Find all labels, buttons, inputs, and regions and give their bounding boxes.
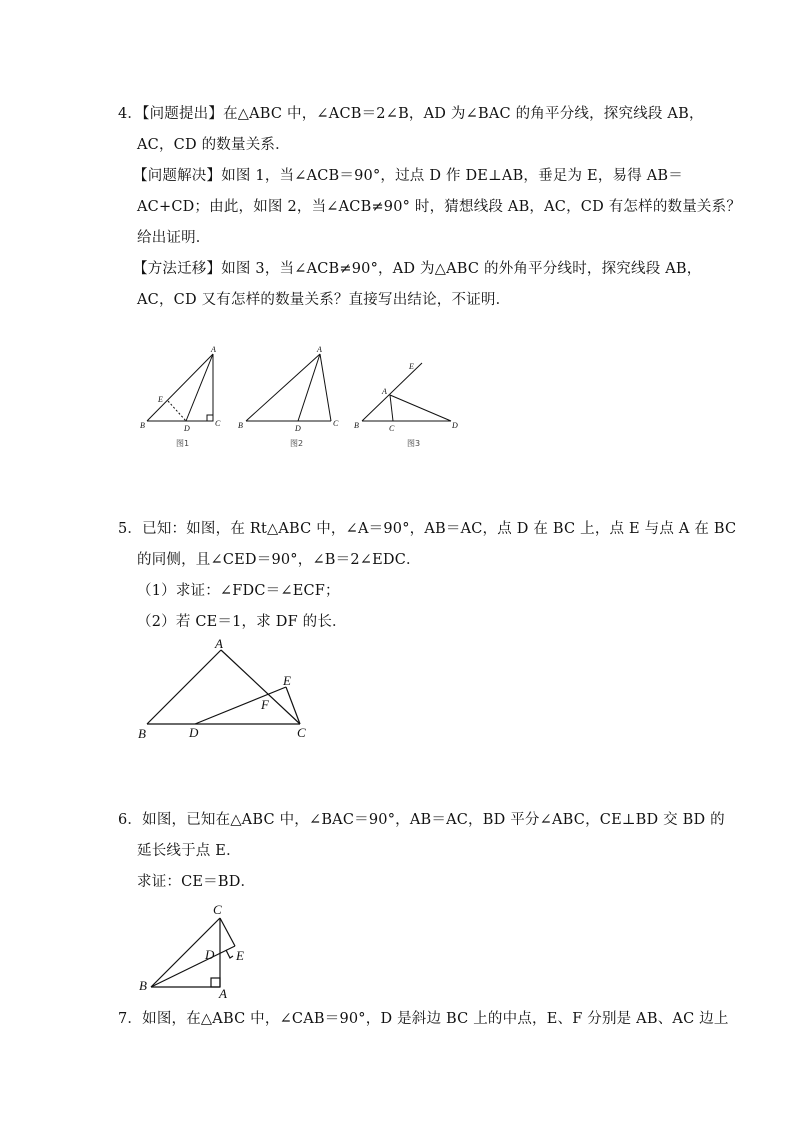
q4-line-7: AC，CD 又有怎样的数量关系？直接写出结论，不证明．	[137, 292, 511, 308]
q4-figure-3	[362, 363, 451, 421]
q4-line-2: AC，CD 的数量关系．	[137, 137, 290, 153]
q4-line-1: 4．【问题提出】在△ABC 中，∠ACB＝2∠B，AD 为∠BAC 的角平分线，探究线段 AB，	[118, 106, 704, 122]
q5-figure	[147, 650, 300, 724]
q6-line-1: 6．如图，已知在△ABC 中，∠BAC＝90°，AB＝AC，BD 平分∠ABC，CE⊥BD 交 BD 的	[118, 812, 725, 828]
q6-line-2: 延长线于点 E．	[137, 843, 241, 859]
q4-line-5: 给出证明．	[137, 230, 211, 246]
q5-line-4: （2）若 CE＝1，求 DF 的长．	[137, 614, 347, 630]
q5-line-2: 的同侧，且∠CED＝90°，∠B＝2∠EDC．	[137, 552, 421, 568]
q6-label-b: B	[139, 978, 147, 993]
q5-line-1: 5．已知：如图，在 Rt△ABC 中，∠A＝90°，AB＝AC，点 D 在 BC 上，点 E 与点 A 在 BC	[118, 521, 737, 537]
q4-line-6: 【方法迁移】如图 3，当∠ACB≠90°，AD 为△ABC 的外角平分线时，探究线段 AB，	[133, 261, 702, 277]
fig3-label-e: E	[409, 362, 414, 371]
q6-figure	[151, 918, 235, 987]
fig1-label-e: E	[158, 395, 163, 404]
fig2-label-d: D	[295, 424, 301, 433]
fig2-caption: 图2	[290, 439, 304, 448]
fig2-label-a: A	[317, 345, 322, 354]
fig2-label-b: B	[238, 421, 243, 430]
q5-label-e: E	[283, 673, 291, 688]
q4-figure-1	[147, 354, 213, 421]
q4-figure-2	[246, 354, 331, 421]
q5-line-3: （1）求证：∠FDC＝∠ECF；	[137, 583, 340, 599]
q5-label-f: F	[261, 697, 269, 712]
q6-label-d: D	[205, 947, 215, 962]
fig3-label-d: D	[452, 421, 458, 430]
fig2-label-c: C	[333, 419, 339, 428]
q5-label-d: D	[189, 725, 199, 740]
q6-line-3: 求证：CE＝BD．	[137, 874, 256, 890]
q5-label-b: B	[138, 726, 146, 741]
q5-label-a: A	[215, 636, 223, 651]
fig3-caption: 图3	[407, 439, 421, 448]
fig3-label-c: C	[389, 424, 395, 433]
fig1-label-a: A	[211, 345, 216, 354]
fig1-label-b: B	[140, 421, 145, 430]
fig1-label-d: D	[184, 424, 190, 433]
q5-label-c: C	[297, 725, 306, 740]
q4-line-4: AC+CD；由此，如图 2，当∠ACB≠90° 时，猜想线段 AB，AC，CD 有怎样的数量关系？	[137, 199, 742, 215]
q6-label-a: A	[219, 986, 227, 1001]
fig3-label-b: B	[354, 421, 359, 430]
q7-line-1: 7．如图，在△ABC 中，∠CAB＝90°，D 是斜边 BC 上的中点，E、F 分别是 AB、AC 边上	[118, 1011, 729, 1027]
q6-label-e: E	[236, 948, 244, 963]
q4-line-3: 【问题解决】如图 1，当∠ACB＝90°，过点 D 作 DE⊥AB，垂足为 E，易得 AB＝	[133, 168, 683, 184]
fig1-label-c: C	[215, 419, 221, 428]
fig3-label-a: A	[382, 387, 387, 396]
q6-label-c: C	[213, 902, 222, 917]
fig1-caption: 图1	[176, 439, 190, 448]
